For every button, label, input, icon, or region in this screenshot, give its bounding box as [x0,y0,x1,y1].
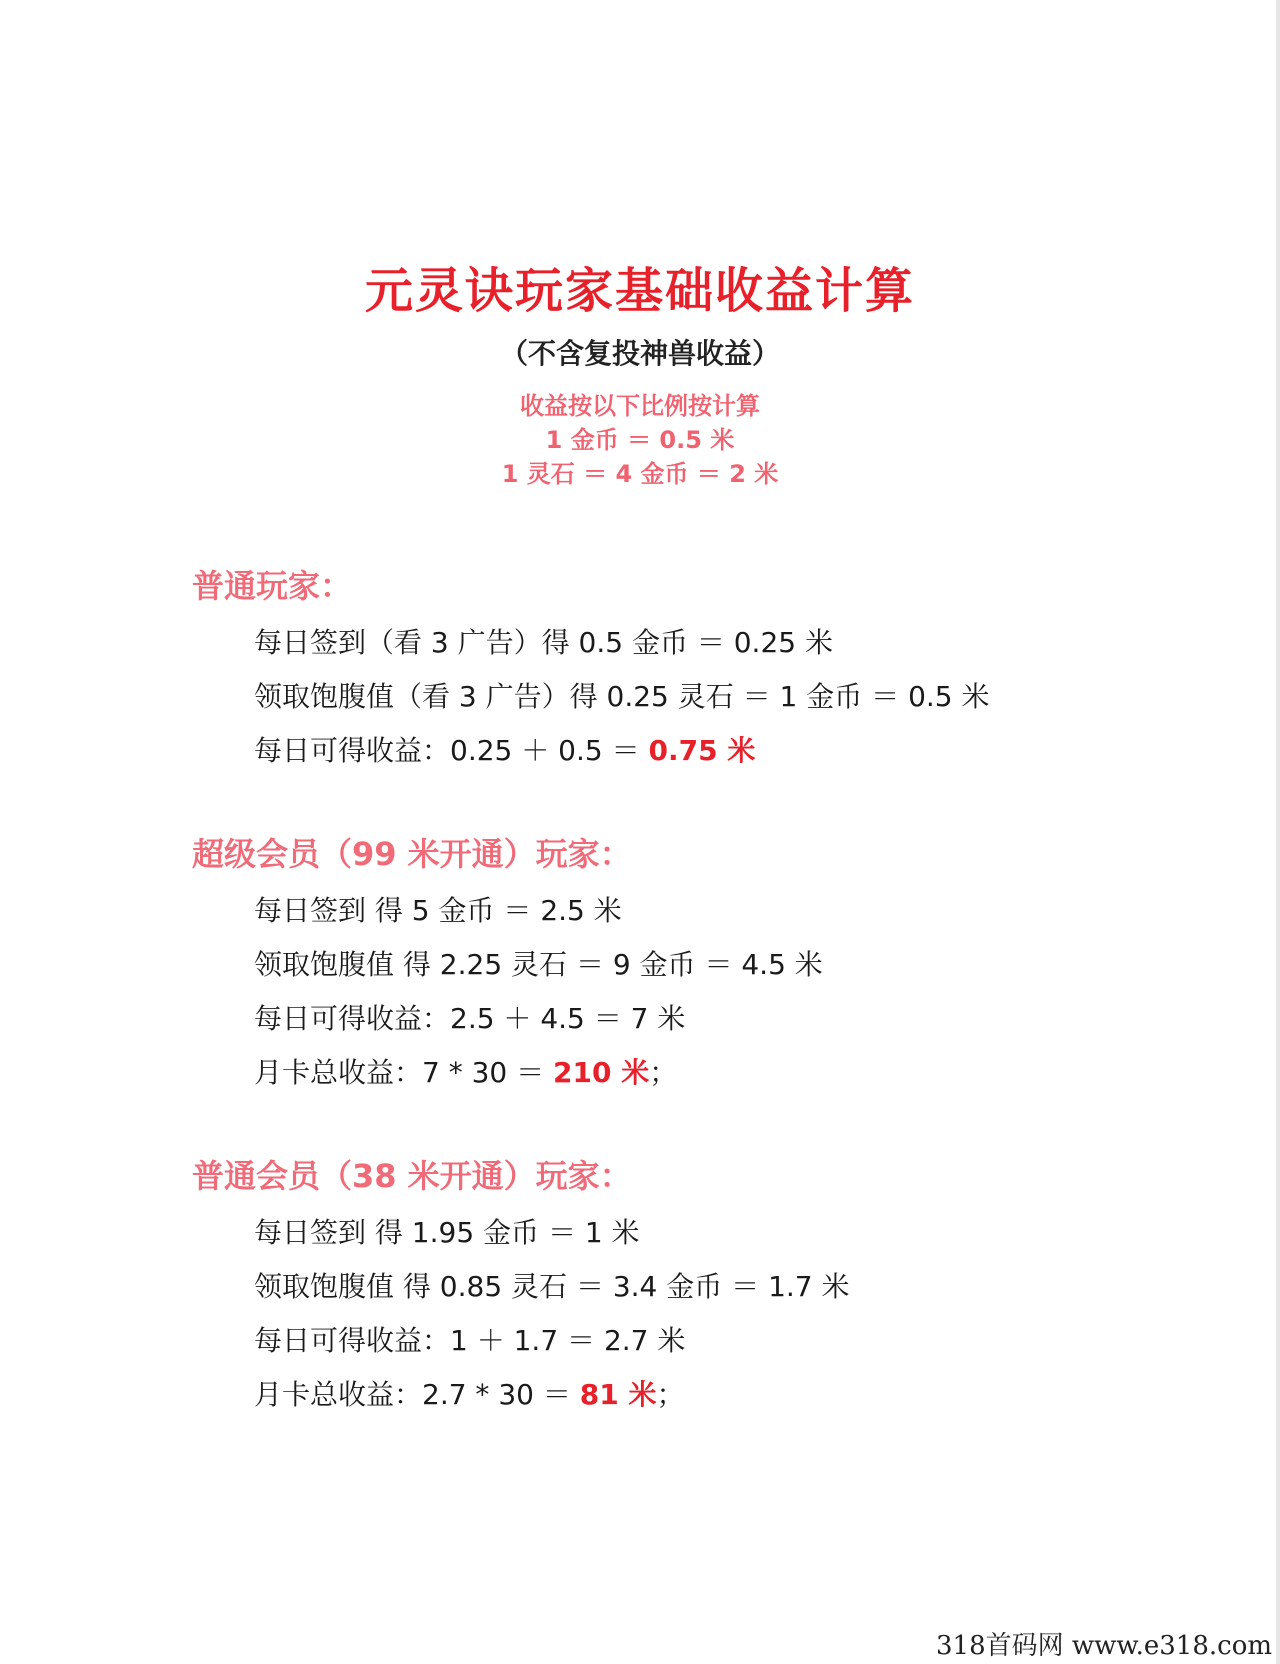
income-line-text: 领取饱腹值 得 0.85 灵石 ＝ 3.4 金币 ＝ 1.7 米 [254,1270,850,1303]
income-line [254,992,1192,1046]
page-edge [1276,0,1280,1664]
section-title: 超级会员（99 米开通）玩家： [192,835,632,873]
income-line-text: 月卡总收益：7 * 30 ＝ [254,1056,554,1089]
income-line-text: 每日可得收益：2.5 ＋ 4.5 ＝ 7 米 [254,1002,686,1035]
income-line [254,670,1192,724]
income-suffix: ； [656,1378,685,1411]
income-highlight: 81 米 [579,1378,657,1411]
income-line [254,616,1192,670]
income-line [254,1046,1192,1100]
income-line-text: 每日可得收益：0.25 ＋ 0.5 ＝ [254,734,649,767]
income-line-text: 每日签到（看 3 广告）得 0.5 金币 ＝ 0.25 米 [254,626,833,659]
income-line-text: 每日签到 得 1.95 金币 ＝ 1 米 [254,1216,640,1249]
income-line-text: 领取饱腹值（看 3 广告）得 0.25 灵石 ＝ 1 金币 ＝ 0.5 米 [254,680,990,713]
section-super-member [192,830,1192,1100]
page-title: 元灵诀玩家基础收益计算 [364,263,915,319]
income-suffix: ； [649,1056,678,1089]
section-normal-player [192,562,1192,778]
income-line [254,724,1192,778]
page-subtitle: （不含复投神兽收益） [499,337,780,370]
section-normal-member [192,1152,1192,1422]
ratio-intro: 收益按以下比例按计算 [520,392,760,420]
income-line-text: 领取饱腹值 得 2.25 灵石 ＝ 9 金币 ＝ 4.5 米 [254,948,823,981]
section-title: 普通玩家： [192,567,353,605]
income-line [254,884,1192,938]
income-line [254,1314,1192,1368]
ratio-gold: 1 金币 ＝ 0.5 米 [545,426,735,454]
income-line-text: 每日签到 得 5 金币 ＝ 2.5 米 [254,894,622,927]
income-line [254,938,1192,992]
income-line-text: 每日可得收益：1 ＋ 1.7 ＝ 2.7 米 [254,1324,686,1357]
income-highlight: 0.75 米 [648,734,756,767]
income-line-text: 月卡总收益：2.7 * 30 ＝ [254,1378,580,1411]
income-highlight: 210 米 [553,1056,650,1089]
site-watermark: 318首码网 www.e318.com [936,1631,1272,1661]
income-line [254,1206,1192,1260]
income-line [254,1368,1192,1422]
section-title: 普通会员（38 米开通）玩家： [192,1157,632,1195]
ratio-stone: 1 灵石 ＝ 4 金币 ＝ 2 米 [501,460,779,488]
income-line [254,1260,1192,1314]
